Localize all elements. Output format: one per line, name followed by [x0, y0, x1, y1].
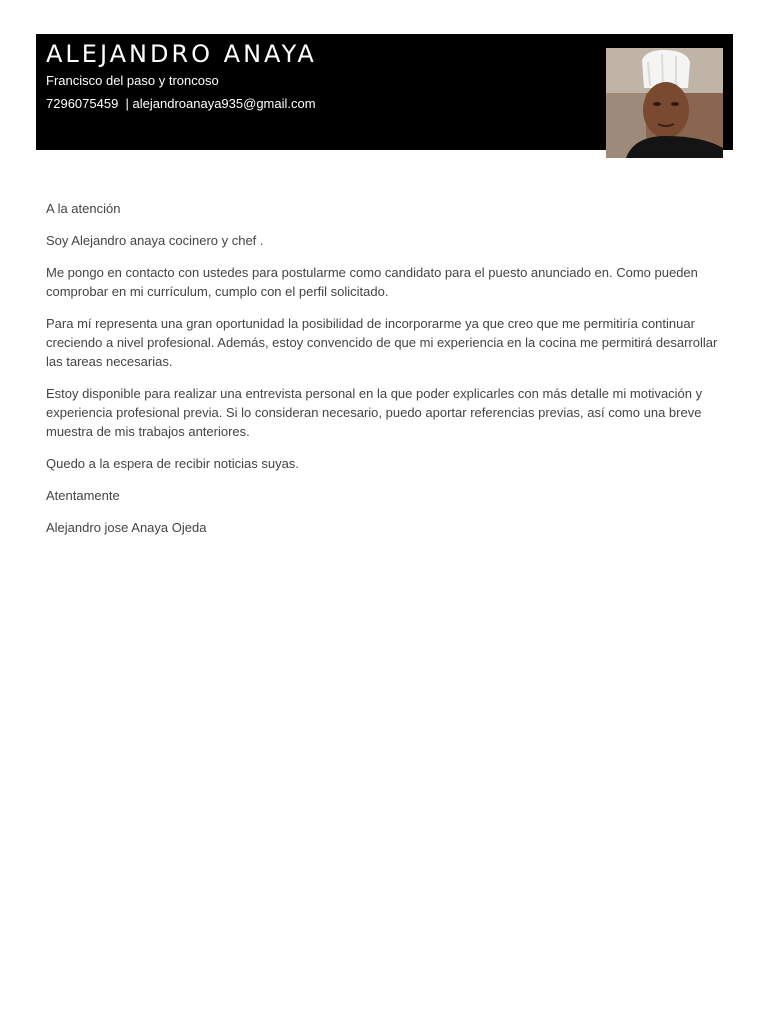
letter-closing-line: Quedo a la espera de recibir noticias suyas. — [46, 456, 299, 471]
letter-paragraph: Me pongo en contacto con ustedes para postularme como candidato para el puesto anunciado en. Como pueden comprobar en mi currículum, cumplo con el perfil solicitado. — [46, 265, 698, 299]
letter-signature: Alejandro jose Anaya Ojeda — [46, 520, 207, 535]
applicant-phone: 7296075459 — [46, 96, 119, 111]
applicant-name: ALEJANDRO ANAYA — [46, 40, 317, 68]
chef-portrait-photo — [606, 48, 723, 158]
profile-photo — [606, 48, 723, 158]
letter-paragraph: Estoy disponible para realizar una entrevista personal en la que poder explicarles con más detalle mi motivación y experiencia profesional previa. Si lo consideran necesario, puedo aportar referencias previas, así como una breve muestra de mis trabajos anteriores. — [46, 386, 703, 439]
letter-intro: Soy Alejandro anaya cocinero y chef . — [46, 233, 264, 248]
cover-letter-body — [46, 199, 730, 550]
letter-greeting: A la atención — [46, 201, 121, 216]
letter-sign-off: Atentamente — [46, 488, 120, 503]
applicant-contact — [46, 96, 316, 112]
applicant-email[interactable]: | alejandroanaya935@gmail.com — [118, 96, 316, 111]
letter-paragraph: Para mí representa una gran oportunidad la posibilidad de incorporarme ya que creo que me permitiría continuar creciendo a nivel profesional. Además, estoy convencido de que mi experiencia en la cocina me permitirá desarrollar las tareas necesarias. — [46, 316, 718, 369]
applicant-address: Francisco del paso y troncoso — [46, 73, 219, 88]
